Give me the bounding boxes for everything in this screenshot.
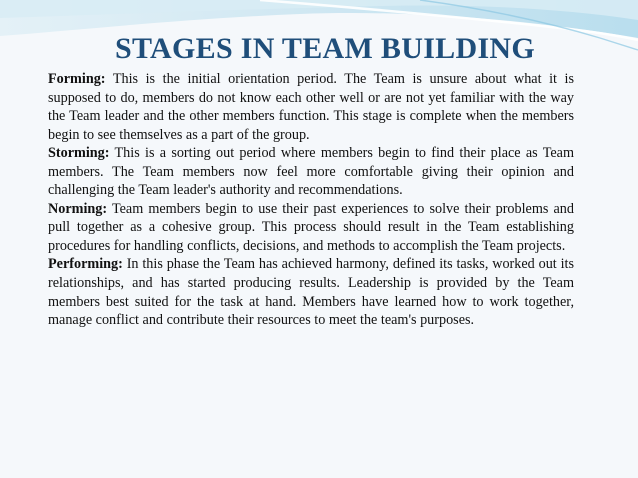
stage-term: Storming:: [48, 145, 110, 162]
stage-description: This is a sorting out period where members begin to find their place as Team members. The Team members now feel more comfortable giving their opinion and challenging the Team leader's authority and recommendations.: [48, 145, 574, 199]
slide-title: STAGES IN TEAM BUILDING: [114, 32, 536, 65]
stage-paragraph-forming: [48, 70, 574, 144]
stage-paragraph-storming: [48, 144, 574, 200]
stage-description: This is the initial orientation period. The Team is unsure about what it is supposed to do, members do not know each other well or are not yet familiar with the way the Team leader and the other members function. This stage is complete when the members begin to see themselves as a part of the group.: [48, 71, 574, 143]
stage-term: Norming:: [48, 200, 108, 217]
stage-term: Forming:: [48, 71, 106, 87]
stage-description: In this phase the Team has achieved harmony, defined its tasks, worked out its relationships, and has started producing results. Leadership is provided by the Team members best suited for the task at hand. Members have learned how to work together, manage conflict and contribute their resources to meet the team's purposes.: [48, 256, 574, 329]
stage-paragraph-performing: [48, 255, 574, 329]
stage-paragraph-norming: [48, 200, 574, 256]
stage-term: Performing:: [48, 256, 123, 273]
stages-body: [48, 70, 574, 330]
stage-description: Team members begin to use their past experiences to solve their problems and pull together as a cohesive group. This process should result in the Team establishing procedures for handling conflicts, decisions, and methods to accomplish the Team projects.: [48, 200, 574, 254]
